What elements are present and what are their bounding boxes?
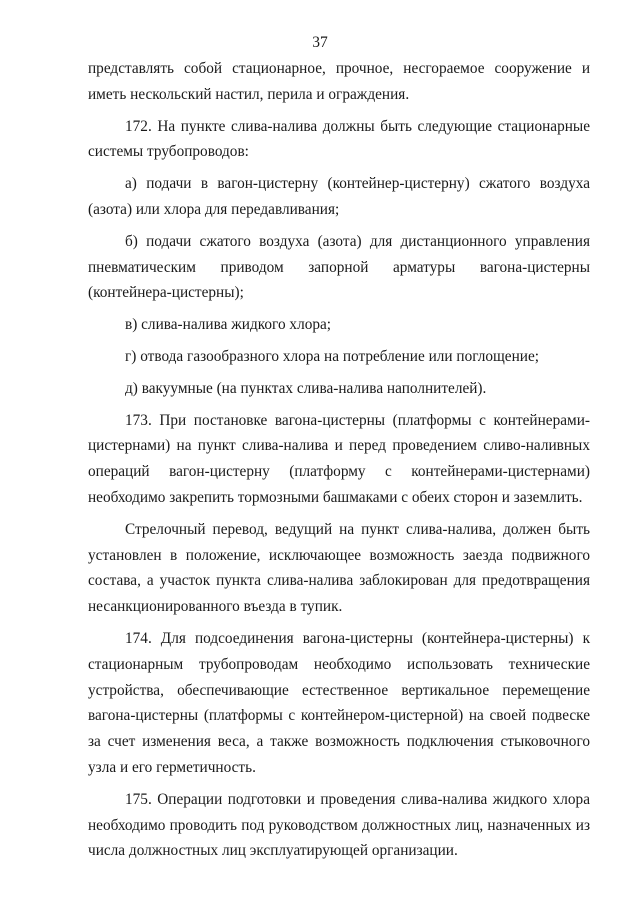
- paragraph-174: 174. Для подсоединения вагона-цистерны (контейнера-цистерны) к стационарным трубопроводам необходимо использовать технические устройства, обеспечивающие естественное вертикальное перемещение вагона-цистерны (платформы с контейнером-цистерной) на своей подвеске за счет изменения веса, а также возможность подключения стыковочного узла и его герметичность.: [88, 629, 590, 776]
- paragraph-173-switch: Стрелочный перевод, ведущий на пункт слива-налива, должен быть установлен в положение, исключающее возможность заезда подвижного состава, а участок пункта слива-налива заблокирован для предотвращения несанкционированного въезда в тупик.: [88, 520, 590, 616]
- paragraph-172-a: а) подачи в вагон-цистерну (контейнер-цистерну) сжатого воздуха (азота) или хлора для передавливания;: [88, 175, 590, 218]
- paragraph-175: 175. Операции подготовки и проведения слива-налива жидкого хлора необходимо проводить под руководством должностных лиц, назначенных из числа должностных лиц эксплуатирующей организации.: [88, 790, 590, 860]
- paragraph-172: 172. На пункте слива-налива должны быть следующие стационарные системы трубопроводов:: [88, 117, 590, 161]
- paragraph-173: 173. При постановке вагона-цистерны (платформы с контейнерами-цистернами) на пункт слива-налива и перед проведением сливо-наливных операций вагон-цистерну (платформу с контейнерами-цистернами) необходимо закрепить тормозными башмаками с обеих сторон и заземлить.: [88, 411, 590, 506]
- paragraph-172-b: б) подачи сжатого воздуха (азота) для дистанционного управления пневматическим приводом запорной арматуры вагона-цистерны (контейнера-цистерны);: [88, 232, 590, 302]
- paragraph-172-v: в) слива-налива жидкого хлора;: [125, 316, 332, 334]
- page-number: 37: [312, 34, 328, 51]
- paragraph-172-d: д) вакуумные (на пунктах слива-налива наполнителей).: [125, 379, 487, 397]
- paragraph-continuation: представлять собой стационарное, прочное, несгораемое сооружение и иметь нескольский настил, перила и ограждения.: [88, 60, 590, 103]
- page-body: [88, 56, 590, 864]
- paragraph-172-g: г) отвода газообразного хлора на потребление или поглощение;: [125, 347, 539, 365]
